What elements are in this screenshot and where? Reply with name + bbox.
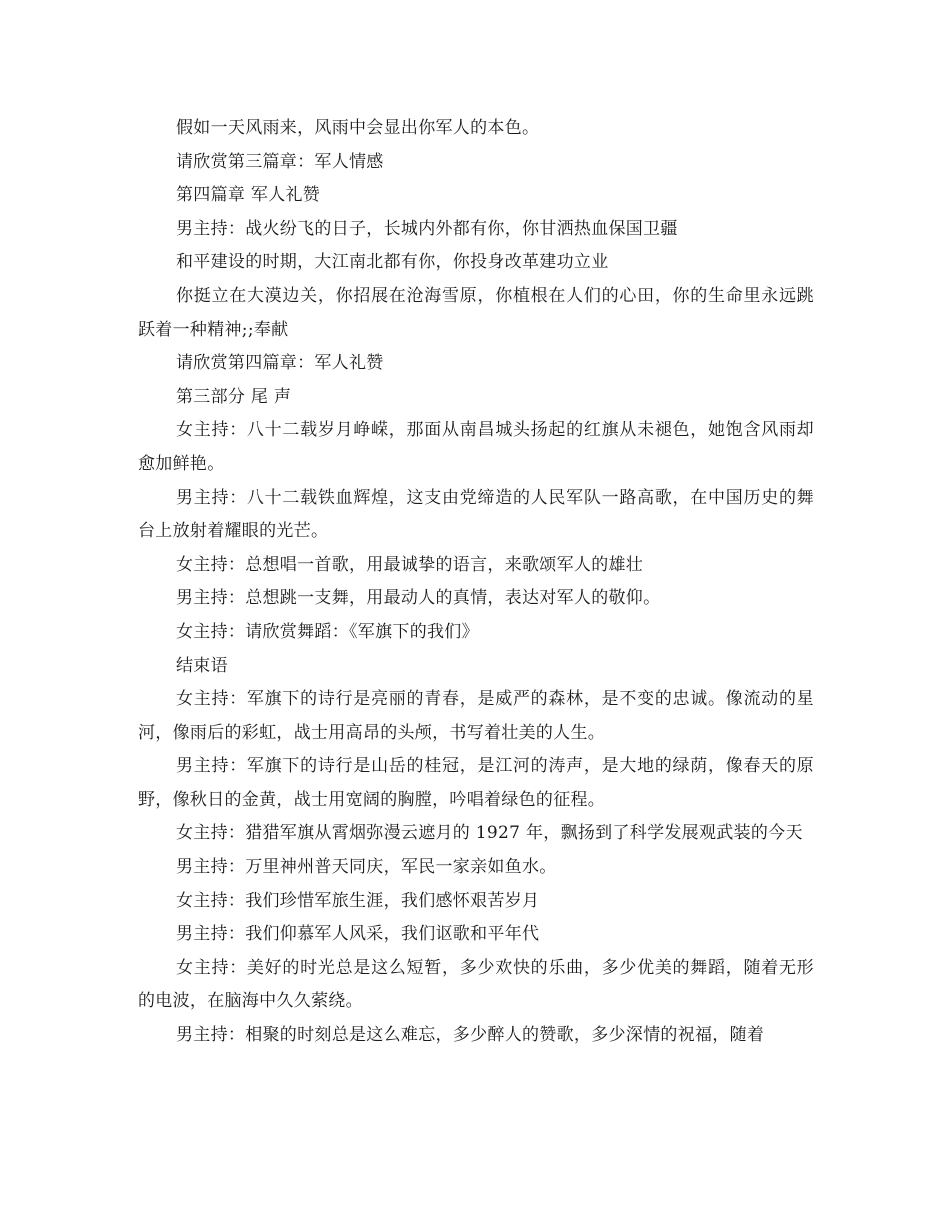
paragraph: 和平建设的时期，大江南北都有你，你投身改革建功立业 (176, 252, 609, 273)
paragraph: 女主持：美好的时光总是这么短暂，多少欢快的乐曲，多少优美的舞蹈，随着无形的电波，在脑海中久久萦绕。 (138, 957, 814, 1012)
paragraph: 女主持：请欣赏舞蹈：《军旗下的我们》 (176, 621, 479, 642)
paragraph: 假如一天风雨来，风雨中会显出你军人的本色。 (176, 118, 540, 138)
paragraph: 男主持：八十二载铁血辉煌，这支由党缔造的人民军队一路高歌，在中国历史的舞台上放射着耀眼的光芒。 (138, 487, 814, 542)
paragraph: 男主持：战火纷飞的日子，长城内外都有你，你甘洒热血保国卫疆 (176, 218, 678, 239)
paragraph: 男主持：相聚的时刻总是这么难忘，多少醉人的赞歌，多少深情的祝福，随着 (176, 1025, 765, 1046)
paragraph: 男主持：军旗下的诗行是山岳的桂冠，是江河的涛声，是大地的绿荫，像春天的原野，像秋日的金黄，战士用宽阔的胸膛，吟唱着绿色的征程。 (138, 756, 814, 810)
paragraph: 男主持：我们仰慕军人风采，我们讴歌和平年代 (176, 924, 540, 945)
paragraph: 女主持：八十二载岁月峥嵘，那面从南昌城头扬起的红旗从未褪色，她饱含风雨却愈加鲜艳。 (138, 420, 814, 474)
paragraph: 女主持：猎猎军旗从霄烟弥漫云遮月的 1927 年，飘扬到了科学发展观武装的今天 (176, 823, 803, 844)
paragraph: 你挺立在大漠边关，你招展在沧海雪原，你植根在人们的心田，你的生命里永远跳跃着一种精神;;奉献 (138, 285, 814, 340)
paragraph: 女主持：总想唱一首歌，用最诚挚的语言，来歌颂军人的雄壮 (176, 554, 644, 575)
document-body (138, 112, 814, 1053)
section-heading: 结束语 (176, 655, 228, 676)
paragraph: 女主持：我们珍惜军旅生涯，我们感怀艰苦岁月 (176, 890, 540, 911)
paragraph: 女主持：军旗下的诗行是亮丽的青春，是威严的森林，是不变的忠诚。像流动的星河，像雨后的彩虹，战士用高昂的头颅，书写着壮美的人生。 (138, 689, 814, 743)
paragraph: 男主持：万里神州普天同庆，军民一家亲如鱼水。 (176, 857, 557, 878)
paragraph: 男主持：总想跳一支舞，用最动人的真情，表达对军人的敬仰。 (176, 588, 661, 609)
section-heading: 第三部分 尾 声 (176, 386, 292, 407)
paragraph: 请欣赏第三篇章：军人情感 (176, 151, 384, 172)
section-heading: 第四篇章 军人礼赞 (176, 185, 321, 206)
paragraph: 请欣赏第四篇章：军人礼赞 (176, 353, 384, 374)
